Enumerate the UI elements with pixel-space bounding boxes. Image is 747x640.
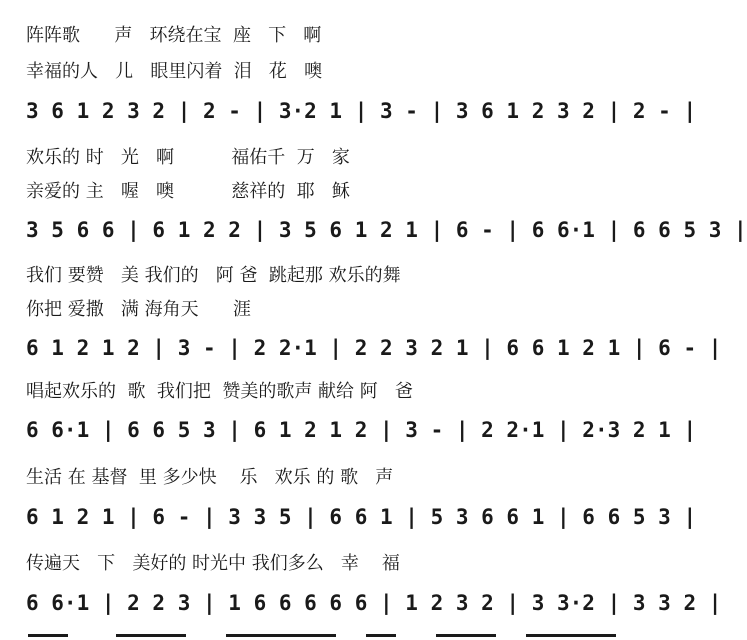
cropped-lyric-bottom — [26, 628, 626, 640]
notation-line: 6 1 2 1 2 | 3 - | 2 2·1 | 2 2 3 2 1 | 6 6 1 2 1 | 6 - | — [26, 336, 722, 360]
lyric-line: 唱起欢乐的 歌 我们把 赞美的歌声 献给 阿 爸 — [26, 381, 413, 402]
notation-line: 6 6·1 | 2 2 3 | 1 6 6 6 6 6 | 1 2 3 2 | 3 3·2 | 3 3 2 | — [26, 591, 722, 615]
lyric-line: 你把 爱撒 满 海角天 涯 — [26, 299, 251, 320]
notation-line: 3 6 1 2 3 2 | 2 - | 3·2 1 | 3 - | 3 6 1 2 3 2 | 2 - | — [26, 99, 697, 123]
lyric-line: 传遍天 下 美好的 时光中 我们多么 幸 福 — [26, 553, 400, 574]
lyric-line: 我们 要赞 美 我们的 阿 爸 跳起那 欢乐的舞 — [26, 265, 401, 286]
lyric-line: 欢乐的 时 光 啊 福佑千 万 家 — [26, 147, 350, 168]
notation-line: 6 6·1 | 6 6 5 3 | 6 1 2 1 2 | 3 - | 2 2·1 | 2·3 2 1 | — [26, 418, 697, 442]
lyric-line: 阵阵歌 声 环绕在宝 座 下 啊 — [26, 25, 322, 46]
lyric-line: 幸福的人 儿 眼里闪着 泪 花 噢 — [26, 61, 323, 82]
notation-line: 6 1 2 1 | 6 - | 3 3 5 | 6 6 1 | 5 3 6 6 1 | 6 6 5 3 | — [26, 505, 697, 529]
lyric-line: 生活 在 基督 里 多少快 乐 欢乐 的 歌 声 — [26, 467, 394, 488]
lyric-line: 亲爱的 主 喔 噢 慈祥的 耶 稣 — [26, 181, 350, 202]
notation-line: 3 5 6 6 | 6 1 2 2 | 3 5 6 1 2 1 | 6 - | 6 6·1 | 6 6 5 3 | — [26, 218, 747, 242]
cropped-notation-top — [26, 0, 626, 6]
